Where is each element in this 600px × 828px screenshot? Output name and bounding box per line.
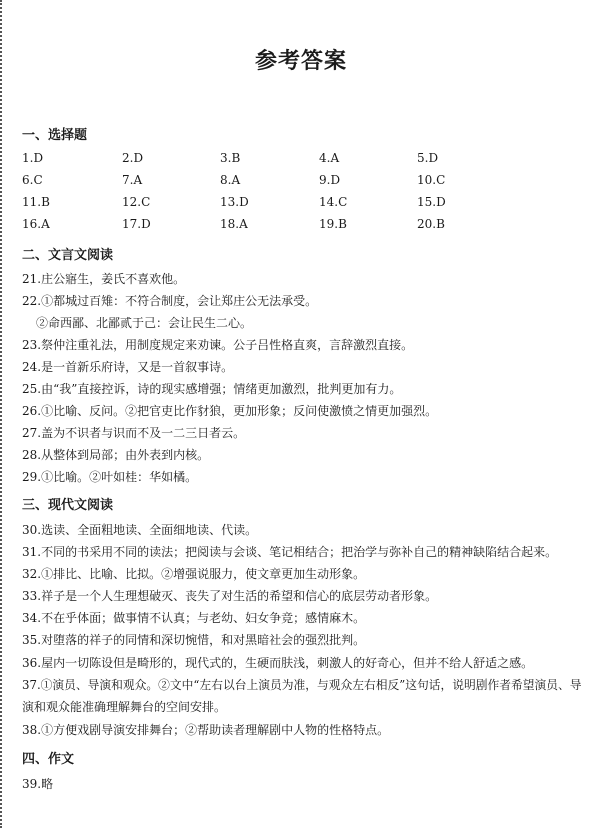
choice-answer: 10.C <box>417 173 446 187</box>
choice-answer: 11.B <box>22 195 50 209</box>
answer-27: 27.盖为不识者与识而不及一二三日者云。 <box>22 426 246 440</box>
answer-38: 38.①方便戏剧导演安排舞台；②帮助读者理解剧中人物的性格特点。 <box>22 723 390 737</box>
choice-answer: 9.D <box>319 173 341 187</box>
answer-25: 25.由“我”直接控诉，诗的现实感增强；情绪更加激烈，批判更加有力。 <box>22 382 402 396</box>
choice-row <box>22 217 582 237</box>
answer-23: 23.祭仲注重礼法，用制度规定来劝谏。公子吕性格直爽，言辞激烈直接。 <box>22 338 414 352</box>
answer-21: 21.庄公寤生，姜氏不喜欢他。 <box>22 272 186 286</box>
answer-34: 34.不在乎体面；做事情不认真；与老幼、妇女争竞；感情麻木。 <box>22 611 366 625</box>
choice-answer: 13.D <box>220 195 249 209</box>
choice-answer: 14.C <box>319 195 348 209</box>
page-title: 参考答案 <box>254 48 347 74</box>
choice-row <box>22 173 582 193</box>
answer-22: 22.①都城过百雉：不符合制度，会让郑庄公无法承受。 <box>22 294 318 308</box>
choice-answer: 1.D <box>22 151 44 165</box>
answer-24: 24.是一首新乐府诗，又是一首叙事诗。 <box>22 360 234 374</box>
answer-28: 28.从整体到局部；由外表到内核。 <box>22 448 210 462</box>
choice-answer: 5.D <box>417 151 439 165</box>
section-heading-essay: 四、作文 <box>22 752 75 767</box>
choice-answer: 15.D <box>417 195 446 209</box>
answer-32: 32.①排比、比喻、比拟。②增强说服力，使文章更加生动形象。 <box>22 567 366 581</box>
answer-22-part2: ②命西鄙、北鄙贰于己：会让民生二心。 <box>36 316 253 330</box>
choice-row <box>22 151 582 171</box>
section-heading-classical: 二、文言文阅读 <box>22 248 114 263</box>
choice-answer: 17.D <box>122 217 151 231</box>
choice-answer: 19.B <box>319 217 347 231</box>
choice-answer: 6.C <box>22 173 43 187</box>
section-heading-modern: 三、现代文阅读 <box>22 498 114 513</box>
perforation-edge <box>0 0 6 828</box>
answer-26: 26.①比喻、反问。②把官吏比作豺狼，更加形象；反问使激愤之情更加强烈。 <box>22 404 438 418</box>
section-heading-choice: 一、选择题 <box>22 128 88 143</box>
choice-answer: 4.A <box>319 151 340 165</box>
answer-36: 36.屋内一切陈设但是畸形的，现代式的，生硬而肤浅，刺激人的好奇心，但并不给人舒适之感。 <box>22 656 534 670</box>
answer-30: 30.选读、全面粗地读、全面细地读、代读。 <box>22 523 258 537</box>
choice-answer: 12.C <box>122 195 151 209</box>
answer-31: 31.不同的书采用不同的读法；把阅读与会谈、笔记相结合；把治学与弥补自己的精神缺陷结合起来。 <box>22 545 558 559</box>
answer-37-cont: 演和观众能准确理解舞台的空间安排。 <box>22 700 227 714</box>
answer-33: 33.祥子是一个人生理想破灭、丧失了对生活的希望和信心的底层劳动者形象。 <box>22 589 438 603</box>
answer-29: 29.①比喻。②叶如桂：华如橘。 <box>22 470 198 484</box>
answer-39: 39.略 <box>22 777 54 791</box>
answer-37: 37.①演员、导演和观众。②文中“左右以台上演员为准，与观众左右相反”这句话，说明剧作者希望演员、导 <box>22 678 582 692</box>
choice-answer: 16.A <box>22 217 50 231</box>
choice-answer: 2.D <box>122 151 144 165</box>
choice-answer: 3.B <box>220 151 241 165</box>
choice-answer: 8.A <box>220 173 241 187</box>
choice-answer: 20.B <box>417 217 445 231</box>
choice-answer: 7.A <box>122 173 143 187</box>
choice-row <box>22 195 582 215</box>
answer-35: 35.对堕落的祥子的同情和深切惋惜，和对黑暗社会的强烈批判。 <box>22 633 366 647</box>
choice-answer: 18.A <box>220 217 248 231</box>
